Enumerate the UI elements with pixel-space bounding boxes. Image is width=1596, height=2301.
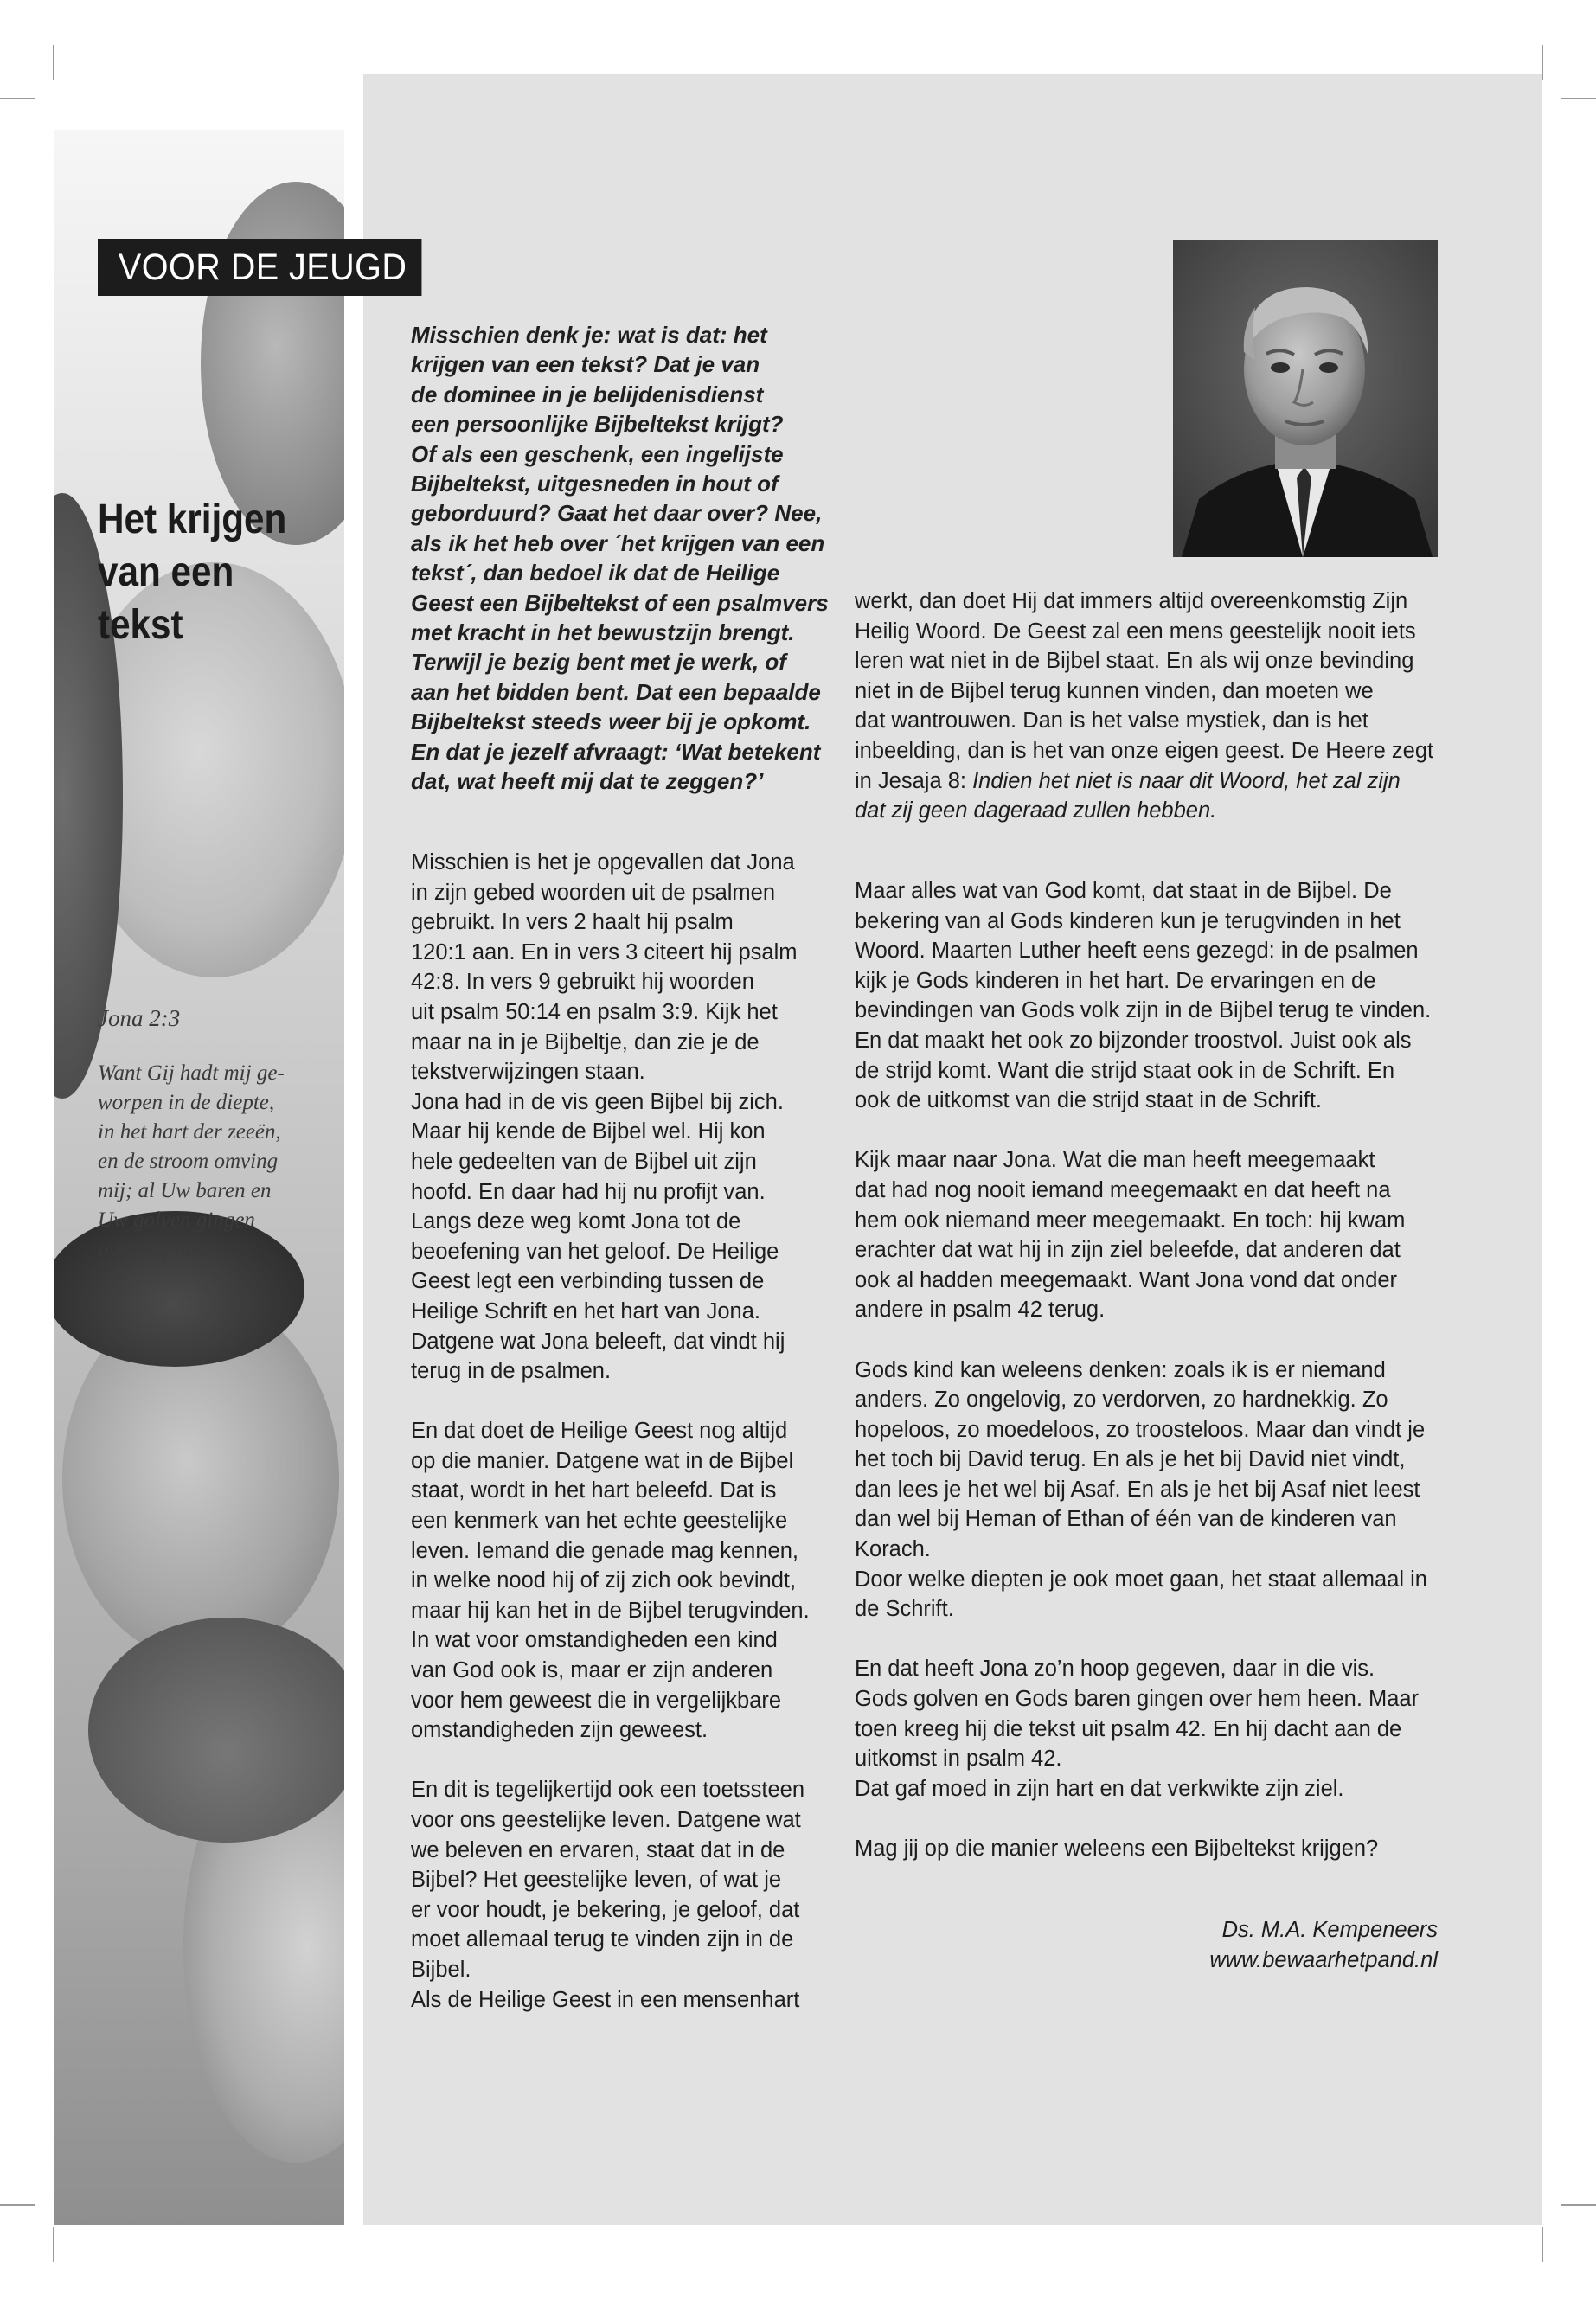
crop-mark [1542,45,1543,80]
crop-mark [0,98,35,99]
article-title-line: van een tekst [98,549,234,648]
crop-mark [1561,2204,1596,2206]
portrait-illustration [1173,240,1438,557]
paragraph: Gods kind kan weleens denken: zoals ik is er niemand anders. Zo ongelovig, zo verdorven, zo hardnekkig. Zo hopeloos, zo moedeloos, zo troosteloos. Maar dan vindt je het toch bij David terug. En als je het bij David niet vindt, dan lees je het wel bij Asaf. En als je het bij Asaf niet leest dan wel bij Heman of Ethan of één van de kinderen van Korach. Door welke diepten je ook moet gaan, het staat allemaal in de Schrift. [855,1357,1427,1622]
paragraph: werkt, dan doet Hij dat immers altijd overeenkomstig Zijn Heilig Woord. De Geest zal een mens geestelijk nooit iets leren wat niet in de Bijbel staat. En als wij onze bevinding niet in de Bijbel terug kunnen vinden, dan moeten we dat wantrouwen. Dan is het valse mystiek, dan is het inbeelding, dan is het van onze eigen geest. De Heere zegt in Jesaja 8: [855,589,1434,793]
crop-mark [53,45,54,80]
verse-text: Want Gij hadt mij ge- worpen in de diepte, in het hart der zeeën, en de stroom omving mij; al Uw baren en Uw golven gingen over mij heen [98,1061,285,1261]
crop-mark [0,2204,35,2206]
paragraph: Maar alles wat van God komt, dat staat in de Bijbel. De bekering van al Gods kinderen kun je terugvinden in het Woord. Maarten Luther heeft eens gezegd: in de psalmen kijk je Gods kinderen in het hart. De ervaringen en de bevindingen van Gods volk zijn in de Bijbel terug te vinden. En dat maakt het ook zo bijzonder troostvol. Juist ook als de strijd komt. Want die strijd staat ook in de Schrift. En ook de uitkomst van die strijd staat in de Schrift. [855,879,1432,1113]
photo-face [201,182,344,545]
paragraph: Mag jij op die manier weleens een Bijbeltekst krijgen? [855,1836,1379,1861]
paragraph: En dat doet de Heilige Geest nog altijd op die manier. Datgene wat in de Bijbel staat, wordt in het hart beleefd. Dat is een kenmerk van het echte geestelijke leven. Iemand die genade mag kennen, in welke nood hij of zij zich ook bevindt, maar hij kan het in de Bijbel terugvinden. In wat voor omstandigheden een kind van God ook is, maar er zijn anderen voor hem geweest die in vergelijkbare omstandigheden zijn geweest. [411,1419,810,1743]
article-title [98,493,326,651]
verse-reference: Jona 2:3 [98,1005,181,1031]
section-label: VOOR DE JEUGD [98,239,421,296]
text-column-right [855,876,1460,1864]
scripture-quote: Indien het niet is naar dit Woord, het zal zijn dat zij geen dageraad zullen hebben. [855,768,1401,824]
photo-hair [88,1618,344,1843]
signature [1209,1915,1438,1975]
author-portrait [1173,240,1438,557]
website-link[interactable]: www.bewaarhetpand.nl [1209,1947,1438,1972]
paragraph: En dat heeft Jona zo’n hoop gegeven, daar in die vis. Gods golven en Gods baren gingen over hem heen. Maar toen kreeg hij die tekst uit psalm 42. En hij dacht aan de uitkomst in psalm 42. Dat gaf moed in zijn hart en dat verkwikte zijn ziel. [855,1657,1420,1801]
intro-paragraph: Misschien denk je: wat is dat: het krijgen van een tekst? Dat je van de dominee in je belijdenisdienst een persoonlijke Bijbeltekst krijgt? Of als een geschenk, een ingelijste Bijbeltekst, uitgesneden in hout of geborduurd? Gaat het daar over? Nee, als ik het heb over ´het krijgen van een tekst´, dan bedoel ik dat de Heilige Geest een Bijbeltekst of een psalmvers met kracht in het bewustzijn brengt. Terwijl je bezig bent met je werk, of aan het bidden bent. Dat een bepaalde Bijbeltekst steeds weer bij je opkomt. En dat je jezelf afvraagt: ‘Wat betekent dat, wat heeft mij dat te zeggen?’ [411,322,829,795]
crop-mark [1542,2227,1543,2262]
author-name: Ds. M.A. Kempeneers [1221,1918,1438,1942]
crop-mark [1561,98,1596,99]
paragraph: Kijk maar naar Jona. Wat die man heeft meegemaakt dat had nog nooit iemand meegemaakt en dat heeft na hem ook niemand meer meegemaakt. En toch: hij kwam erachter dat wat hij in zijn ziel beleefde, dat anderen dat ook al hadden meegemaakt. Want Jona vond dat onder andere in psalm 42 terug. [855,1148,1406,1323]
crop-mark [53,2227,54,2262]
text-column-right-top [855,586,1460,826]
text-column-left [411,848,852,2015]
verse-sidebar [98,1003,331,1265]
paragraph: Misschien is het je opgevallen dat Jona in zijn gebed woorden uit de psalmen gebruikt. In vers 2 haalt hij psalm 120:1 aan. En in vers 3 citeert hij psalm 42:8. In vers 9 gebruikt hij woorden uit psalm 50:14 en psalm 3:9. Kijk het maar na in je Bijbeltje, dan zie je de tekstverwijzingen staan. Jona had in de vis geen Bijbel bij zich. Maar hij kende de Bijbel wel. Hij kon hele gedeelten van de Bijbel uit zijn hoofd. En daar had hij nu profijt van. Langs deze weg komt Jona tot de beoefening van het geloof. De Heilige Geest legt een verbinding tussen de Heilige Schrift en het hart van Jona. Datgene wat Jona beleeft, dat vindt hij terug in de psalmen. [411,850,798,1384]
article-title-line: Het krijgen [98,497,287,542]
paragraph: En dit is tegelijkertijd ook een toetssteen voor ons geestelijke leven. Datgene wat we beleven en ervaren, staat dat in de Bijbel? Het geestelijke leven, of wat je er voor houdt, je bekering, je geloof, dat moet allemaal terug te vinden zijn in de Bijbel. Als de Heilige Geest in een mensenhart [411,1778,805,2012]
